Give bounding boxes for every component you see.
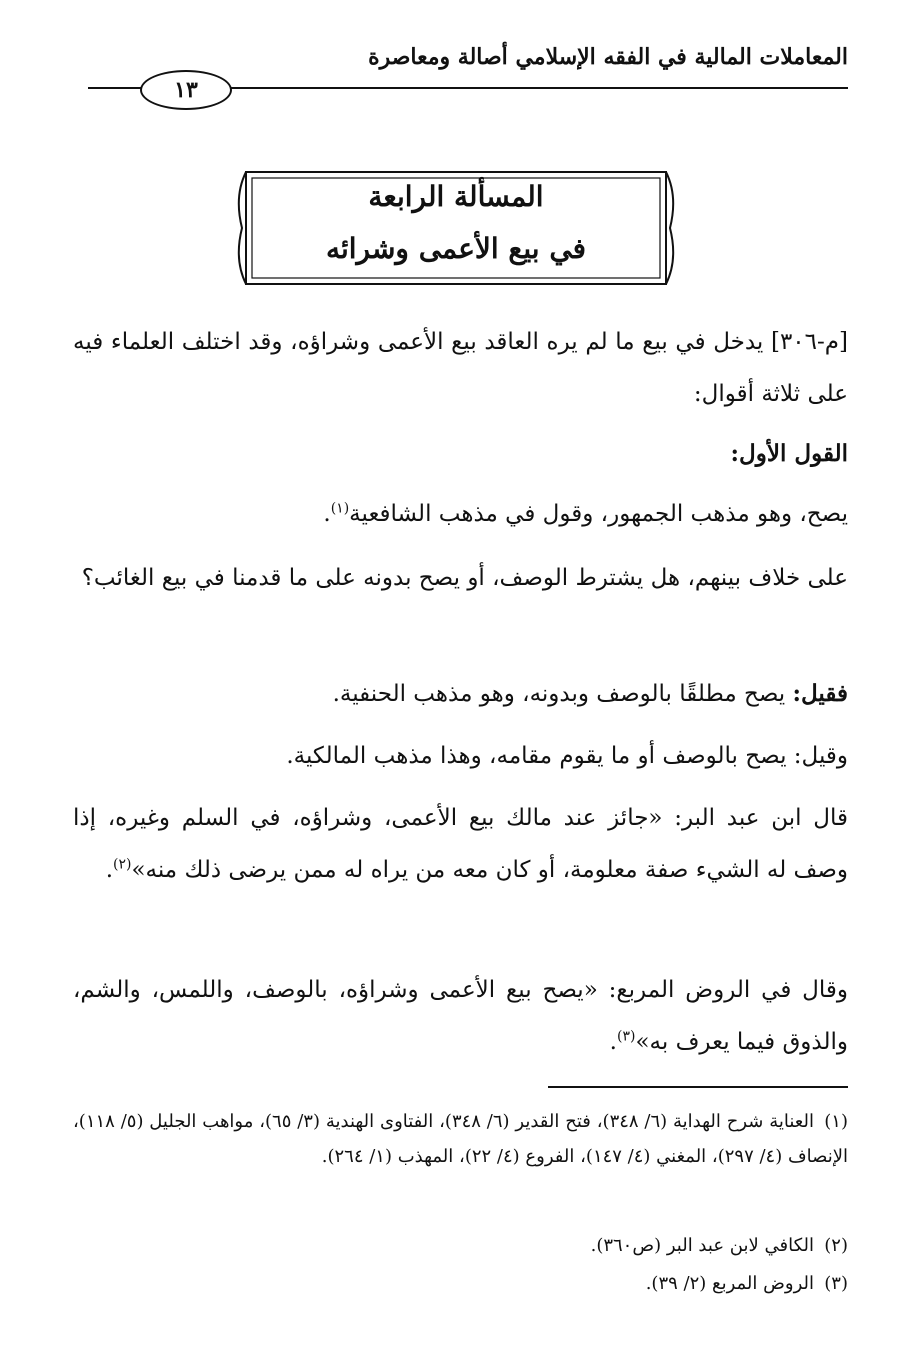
section-title-line1: المسألة الرابعة <box>368 180 544 213</box>
footnote-2 <box>73 1228 848 1263</box>
section-title-line2: في بيع الأعمى وشرائه <box>325 232 587 265</box>
footnote-text: الروض المربع (٢/ ٣٩). <box>645 1273 814 1294</box>
footnote-ref: (٣) <box>616 1028 636 1045</box>
paragraph-hanafi <box>73 668 848 720</box>
footnote-1 <box>73 1104 848 1174</box>
paragraph-text: يصح مطلقًا بالوصف وبدونه، وهو مذهب الحنفية. <box>332 681 793 707</box>
footnote-number: (٣) <box>824 1273 848 1294</box>
paragraph-text: يصح، وهو مذهب الجمهور، وقول في مذهب الشافعية <box>349 501 848 527</box>
paragraph-intro: [م-٣٠٦] يدخل في بيع ما لم يره العاقد بيع الأعمى وشراؤه، وقد اختلف العلماء فيه على ثلاثة أقوال: <box>73 329 848 407</box>
page-number: ١٣ <box>140 70 232 110</box>
footnote-number: (١) <box>824 1111 848 1132</box>
paragraph-maliki: وقيل: يصح بالوصف أو ما يقوم مقامه، وهذا مذهب المالكية. <box>286 743 848 769</box>
footnote-3 <box>73 1266 848 1301</box>
section-title-frame <box>232 166 680 290</box>
footnote-ref: (١) <box>330 500 350 517</box>
footnote-text: الكافي لابن عبد البر (ص٣٦٠). <box>590 1235 814 1256</box>
footnote-number: (٢) <box>824 1235 848 1256</box>
paragraph-text: قال ابن عبد البر: «جائز عند مالك بيع الأعمى، وشراؤه، في السلم وغيره، إذا وصف له الشيء صفة معلومة، أو كان معه من يراه له ممن يرضى ذلك منه» <box>73 805 848 883</box>
footnote-ref: (٢) <box>113 856 132 873</box>
period: . <box>105 857 113 883</box>
paragraph-ibn-abd-al-barr <box>73 792 848 896</box>
paragraph-first-opinion <box>73 488 848 540</box>
footnote-text: العناية شرح الهداية (٦/ ٣٤٨)، فتح القدير (٦/ ٣٤٨)، الفتاوى الهندية (٣/ ٦٥)، مواهب الجليل (٥/ ١١٨)، الإنصاف (٤/ ٢٩٧)، المغني (٤/ ١٤٧)، الفروع (٤/ ٢٢)، المهذب (١/ ٢٦٤). <box>73 1111 848 1167</box>
paragraph-disagreement: على خلاف بينهم، هل يشترط الوصف، أو يصح بدونه على ما قدمنا في بيع الغائب؟ <box>81 565 848 591</box>
first-opinion-heading: القول الأول: <box>730 440 848 467</box>
paragraph-rawd <box>73 964 848 1068</box>
footnote-rule <box>548 1086 848 1088</box>
running-header-title: المعاملات المالية في الفقه الإسلامي أصالة ومعاصرة <box>368 44 848 70</box>
lead-word: فقيل: <box>792 680 848 707</box>
period: . <box>323 501 331 527</box>
period: . <box>609 1029 617 1055</box>
paragraph-text: وقال في الروض المربع: «يصح بيع الأعمى وشراؤه، بالوصف، واللمس، والشم، والذوق فيما يعرف به» <box>73 977 848 1055</box>
